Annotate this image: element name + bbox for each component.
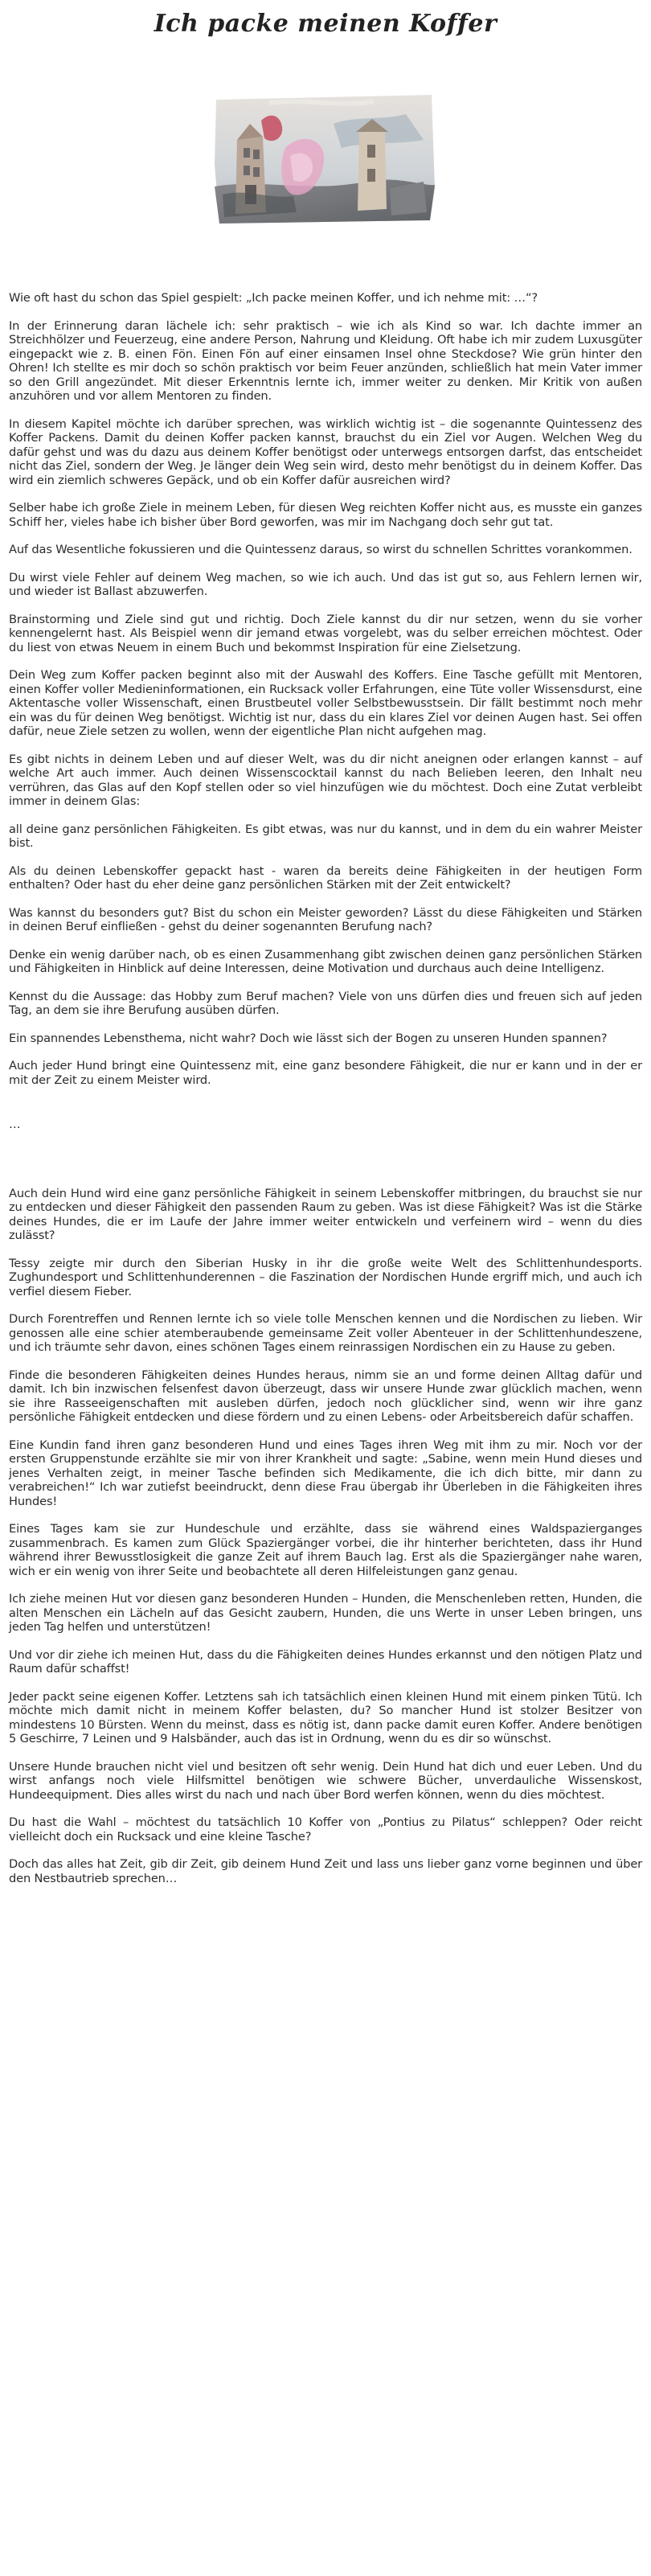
paragraph: Was kannst du besonders gut? Bist du schon ein Meister geworden? Lässt du diese Fähigkeiten und Stärken in deinen Beruf einfließen - gehst du deiner sogenannten Berufung nach? bbox=[9, 905, 642, 933]
paragraph: Es gibt nichts in deinem Leben und auf dieser Welt, was du dir nicht aneignen oder erlangen kannst – auf welche Art auch immer. Auch deinen Wissenscocktail kannst du nach Belieben leeren, den Inhalt neu verrühren, das Glas auf den Kopf stellen oder so viel hinzufügen wie du möchtest. Doch eine Zutat verbleibt immer in deinem Glas: bbox=[9, 752, 642, 808]
paragraph: Jeder packt seine eigenen Koffer. Letztens sah ich tatsächlich einen kleinen Hund mit einem pinken Tütü. Ich möchte mich damit nicht in meinem Koffer belasten, du? So mancher Hund ist stolzer Besitzer von mindestens 10 Bürsten. Wenn du meinst, dass es nötig ist, dann packe damit euren Koffer. Andere benötigen 5 Geschirre, 7 Leinen und 9 Halsbänder, auch das ist in Ordnung, wenn du es dir so wünschst. bbox=[9, 1689, 642, 1745]
paragraph: Auch dein Hund wird eine ganz persönliche Fähigkeit in seinem Lebenskoffer mitbringen, du brauchst sie nur zu entdecken und dieser Fähigkeit den passenden Raum zu geben. Was ist diese Fähigkeit? Was ist die Stärke deines Hundes, die er im Laufe der Jahre immer weiter entwickeln und verfeinern wird – wenn du dies zulässt? bbox=[9, 1186, 642, 1242]
paragraph: Selber habe ich große Ziele in meinem Leben, für diesen Weg reichten Koffer nicht aus, es musste ein ganzes Schiff her, vieles habe ich bisher über Bord geworfen, was mir im Nachgang doch sehr gut tat. bbox=[9, 501, 642, 529]
paragraph: In der Erinnerung daran lächele ich: sehr praktisch – wie ich als Kind so war. Ich dachte immer an Streichhölzer und Feuerzeug, eine andere Person, Nahrung und Kleidung. Oft habe ich mir zudem Luxusgüter eingepackt wie z. B. einen Fön. Einen Fön auf einer einsamen Insel ohne Steckdose? Wie grün hinter den Ohren! Ich stellte es mir doch so schön praktisch vor beim Feuer anzünden, schließlich hat mein Vater immer so den Grill angezündet. Mit dieser Erkenntnis lernte ich, immer weiter zu denken. Mir Kritik von außen anzuhören und vor allem Mentoren zu finden. bbox=[9, 318, 642, 403]
paragraph: Auf das Wesentliche fokussieren und die Quintessenz daraus, so wirst du schnellen Schrittes vorankommen. bbox=[9, 543, 633, 556]
paragraph: Und vor dir ziehe ich meinen Hut, dass du die Fähigkeiten deines Hundes erkannst und den nötigen Platz und Raum dafür schaffst! bbox=[9, 1647, 642, 1676]
paragraph: Du hast die Wahl – möchtest du tatsächlich 10 Koffer von „Pontius zu Pilatus“ schleppen? Oder reicht vielleicht doch ein Rucksack und eine kleine Tasche? bbox=[9, 1815, 642, 1844]
page-title: Ich packe meinen Koffer bbox=[154, 10, 497, 38]
paragraph: Dein Weg zum Koffer packen beginnt also mit der Auswahl des Koffers. Eine Tasche gefüllt mit Mentoren, einen Koffer voller Medieninformationen, ein Rucksack voller Erfahrungen, eine Tüte voller Wissensdurst, eine Aktentasche voller Wissenschaft, einen Brustbeutel voller Selbstbewusstsein. Dir fällt bestimmt noch mehr ein was du für deinen Weg benötigst. Wichtig ist nur, dass du ein klares Ziel vor deinen Augen hast. Sei offen dafür, neue Ziele setzen zu wollen, wenn der eigentliche Plan nicht aufgehen mag. bbox=[9, 668, 642, 738]
paragraph: Eine Kundin fand ihren ganz besonderen Hund und eines Tages ihren Weg mit ihm zu mir. Noch vor der ersten Gruppenstunde erzählte sie mir von ihrer Krankheit und sagte: „Sabine, wenn mein Hund dieses und jenes Verhalten zeigt, in meiner Tasche befinden sich Medikamente, die ich dich bitte, mir dann zu verabreichen!“ Ich war zutiefst beeindruckt, denn diese Frau übergab ihr Überleben in die Fähigkeiten ihres Hundes! bbox=[9, 1438, 642, 1508]
article-body bbox=[9, 291, 642, 1885]
paragraph: Ich ziehe meinen Hut vor diesen ganz besonderen Hunden – Hunden, die Menschenleben retten, Hunden, die alten Menschen ein Lächeln auf das Gesicht zaubern, Hunden, die uns Werte in unser Leben bringen, uns jeden Tag helfen und unterstützen! bbox=[9, 1592, 642, 1634]
paragraph: Durch Forentreffen und Rennen lernte ich so viele tolle Menschen kennen und die Nordischen zu lieben. Wir genossen alle eine schier atemberaubende gemeinsame Zeit voller Abenteuer in der Schlittenhundeszene, und ich träumte sehr davon, eines schönen Tages einem reinrassigen Nordischen ein zu Hause zu geben. bbox=[9, 1312, 642, 1354]
paragraph: Als du deinen Lebenskoffer gepackt hast - waren da bereits deine Fähigkeiten in der heutigen Form enthalten? Oder hast du eher deine ganz persönlichen Stärken mit der Zeit entwickelt? bbox=[9, 863, 642, 892]
paragraph: Unsere Hunde brauchen nicht viel und besitzen oft sehr wenig. Dein Hund hat dich und euer Leben. Und du wirst anfangs noch viele Hilfsmittel benötigen wie schwere Bücher, unverdauliche Wissenskost, Hundeequipment. Dies alles wirst du nach und nach über Bord werfen können, wenn du dies möchtest. bbox=[9, 1759, 642, 1802]
paragraph: Finde die besonderen Fähigkeiten deines Hundes heraus, nimm sie an und forme deinen Alltag dafür und damit. Ich bin inzwischen felsenfest davon überzeugt, dass wir unsere Hunde zwar glücklich machen, wenn sie ihre Rasseeigenschaften mit ausleben dürfen, jedoch noch glücklicher sind, wenn wir ihre ganz persönliche Fähigkeit entdecken und diese fördern und zu einen Lebens- oder Arbeitsbereich dafür schaffen. bbox=[9, 1368, 642, 1424]
paragraph: Doch das alles hat Zeit, gib dir Zeit, gib deinem Hund Zeit und lass uns lieber ganz vorne beginnen und über den Nestbautrieb sprechen… bbox=[9, 1857, 642, 1885]
paragraph: Auch jeder Hund bringt eine Quintessenz mit, eine ganz besondere Fähigkeit, die nur er kann und in der er mit der Zeit zu einem Meister wird. bbox=[9, 1059, 642, 1087]
paragraph: Brainstorming und Ziele sind gut und richtig. Doch Ziele kannst du dir nur setzen, wenn du sie vorher kennengelernt hast. Als Beispiel wenn dir jemand etwas vorgelebt, was du selber erreichen möchtest. Oder du liest von etwas Neuem in einem Buch und bekommst Inspiration für eine Zielsetzung. bbox=[9, 612, 642, 654]
paragraph: Du wirst viele Fehler auf deinem Weg machen, so wie ich auch. Und das ist gut so, aus Fehlern lernen wir, und wieder ist Ballast abzuwerfen. bbox=[9, 570, 642, 598]
paragraph: Eines Tages kam sie zur Hundeschule und erzählte, dass sie während eines Waldspazierganges zusammenbrach. Es kamen zum Glück Spaziergänger vorbei, die ihr hinterher berichteten, dass ihr Hund während ihrer Bewusstlosigkeit die ganze Zeit auf ihrem Bauch lag. Erst als die Spaziergänger nahe waren, wich er ein wenig von ihrer Seite und beobachtete all deren Hilfeleistungen ganz genau. bbox=[9, 1522, 642, 1578]
paragraph: Kennst du die Aussage: das Hobby zum Beruf machen? Viele von uns dürfen dies und freuen sich auf jeden Tag, an dem sie ihre Berufung ausüben dürfen. bbox=[9, 989, 642, 1017]
paragraph: Wie oft hast du schon das Spiel gespielt: „Ich packe meinen Koffer, und ich nehme mit: …“? bbox=[9, 291, 538, 305]
section-break-ellipsis: … bbox=[9, 1118, 21, 1131]
paragraph: Ein spannendes Lebensthema, nicht wahr? Doch wie lässt sich der Bogen zu unseren Hunden spannen? bbox=[9, 1031, 608, 1045]
paragraph: Denke ein wenig darüber nach, ob es einen Zusammenhang gibt zwischen deinen ganz persönlichen Stärken und Fähigkeiten in Hinblick auf deine Interessen, deine Motivation und durchaus auch deine Intelligenz. bbox=[9, 947, 642, 975]
paragraph: all deine ganz persönlichen Fähigkeiten. Es gibt etwas, was nur du kannst, und in dem du ein wahrer Meister bist. bbox=[9, 822, 642, 850]
cover-painting bbox=[213, 92, 438, 227]
paragraph: In diesem Kapitel möchte ich darüber sprechen, was wirklich wichtig ist – die sogenannte Quintessenz des Koffer Packens. Damit du deinen Koffer packen kannst, brauchst du ein Ziel vor Augen. Welchen Weg du dafür gehst und was du dazu aus deinem Koffer benötigst oder unterwegs entsorgen darfst, das entscheidet nicht das Ziel, sondern der Weg. Je länger dein Weg sein wird, desto mehr benötigst du in deinem Koffer. Das wird ein ziemlich schweres Gepäck, und ob ein Koffer dafür ausreichen wird? bbox=[9, 416, 642, 487]
paragraph: Tessy zeigte mir durch den Siberian Husky in ihr die große weite Welt des Schlittenhundesports. Zughundesport und Schlittenhunderennen – die Faszination der Nordischen Hunde ergriff mich, und auch ich verfiel diesem Fieber. bbox=[9, 1256, 642, 1298]
